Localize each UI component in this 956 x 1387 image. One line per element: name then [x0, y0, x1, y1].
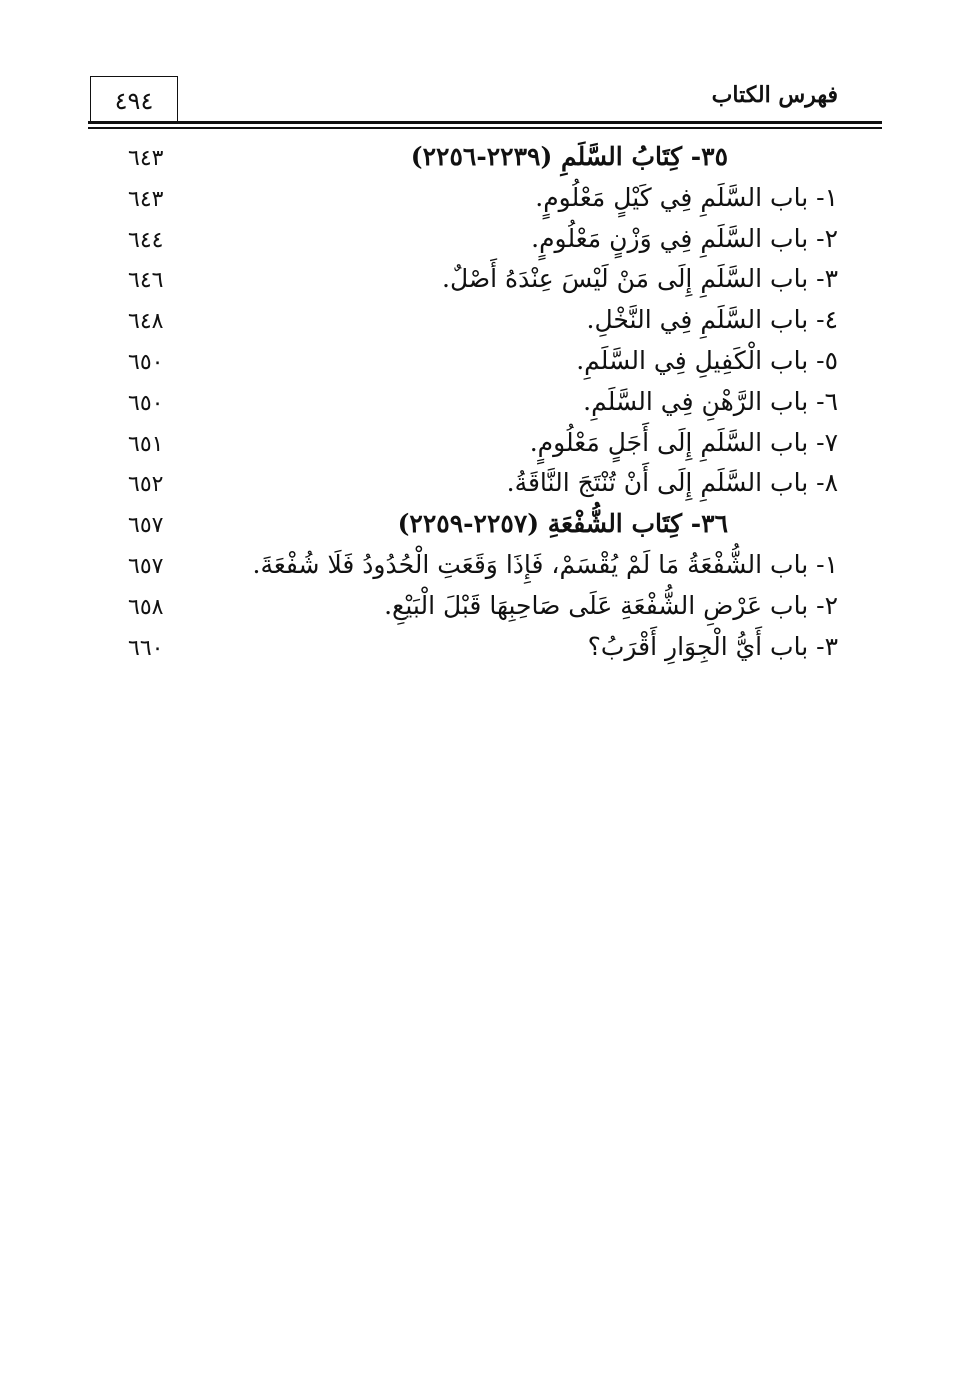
entry-page-number: ٦٥٧	[128, 513, 164, 539]
entry-title: ٨- باب السَّلَمِ إِلَى أَنْ تُنْتَجَ النَّاقَةُ.	[506, 468, 838, 498]
entry-title: ١- باب الشُّفْعَةُ مَا لَمْ يُقْسَمْ، فَإِذَا وَقَعَتِ الْحُدُودُ فَلَا شُفْعَةَ.	[252, 549, 838, 579]
toc-entry	[0, 546, 956, 587]
entry-page-number: ٦٥٠	[128, 390, 164, 416]
chapter-title: ٣٥- كِتَابُ السَّلَمِ (٢٢٣٩-٢٢٥٦)	[410, 142, 728, 171]
entry-page-number: ٦٤٨	[128, 309, 164, 335]
entry-title: ٢- باب السَّلَمِ فِي وَزْنٍ مَعْلُومٍ.	[531, 223, 838, 253]
toc-entry	[0, 301, 956, 342]
entry-page-number: ٦٤٦	[128, 268, 164, 294]
toc-entry	[0, 179, 956, 220]
entry-page-number: ٦٥١	[128, 431, 164, 457]
entry-page-number: ٦٤٤	[128, 227, 164, 253]
entry-page-number: ٦٥٠	[128, 349, 164, 375]
toc-entry	[0, 464, 956, 505]
header-rule-thin	[88, 127, 882, 129]
entry-page-number: ٦٥٢	[128, 472, 164, 498]
header-rule-thick	[88, 121, 882, 124]
toc-chapter-heading	[0, 138, 956, 179]
entry-page-number: ٦٤٣	[128, 146, 164, 171]
toc-entry	[0, 260, 956, 301]
entry-page-number: ٦٦٠	[128, 635, 164, 661]
entry-title: ٦- باب الرَّهْنِ فِي السَّلَمِ.	[583, 386, 838, 416]
toc-entry	[0, 587, 956, 628]
chapter-title: ٣٦- كِتَاب الشُّفْعَةِ (٢٢٥٧-٢٢٥٩)	[397, 509, 728, 539]
toc-chapter-heading	[0, 505, 956, 546]
entry-title: ١- باب السَّلَمِ فِي كَيْلٍ مَعْلُومٍ.	[535, 182, 838, 212]
toc-entry	[0, 220, 956, 261]
page-number-box	[90, 76, 178, 122]
entry-title: ٧- باب السَّلَمِ إِلَى أَجَلٍ مَعْلُومٍ.	[529, 427, 838, 457]
entry-title: ٤- باب السَّلَمِ فِي النَّخْلِ.	[586, 305, 838, 335]
entry-title: ٢- باب عَرْضِ الشُّفْعَةِ عَلَى صَاحِبِهَا قَبْلَ الْبَيْعِ.	[384, 590, 838, 620]
toc-entry	[0, 342, 956, 383]
table-of-contents	[0, 138, 956, 668]
page-number: ٤٩٤	[114, 87, 154, 115]
entry-title: ٥- باب الْكَفِيلِ فِي السَّلَمِ.	[576, 345, 838, 375]
toc-entry	[0, 628, 956, 669]
entry-title: ٣- باب السَّلَمِ إِلَى مَنْ لَيْسَ عِنْدَهُ أَصْلٌ.	[442, 264, 838, 294]
entry-page-number: ٦٥٨	[128, 594, 164, 620]
entry-page-number: ٦٥٧	[128, 553, 164, 579]
entry-page-number: ٦٤٣	[128, 186, 164, 212]
toc-entry	[0, 383, 956, 424]
entry-title: ٣- باب أَيُّ الْجِوَارِ أَقْرَبُ؟	[587, 631, 838, 661]
toc-entry	[0, 424, 956, 465]
running-header-title: فهرس الكتاب	[711, 82, 838, 108]
